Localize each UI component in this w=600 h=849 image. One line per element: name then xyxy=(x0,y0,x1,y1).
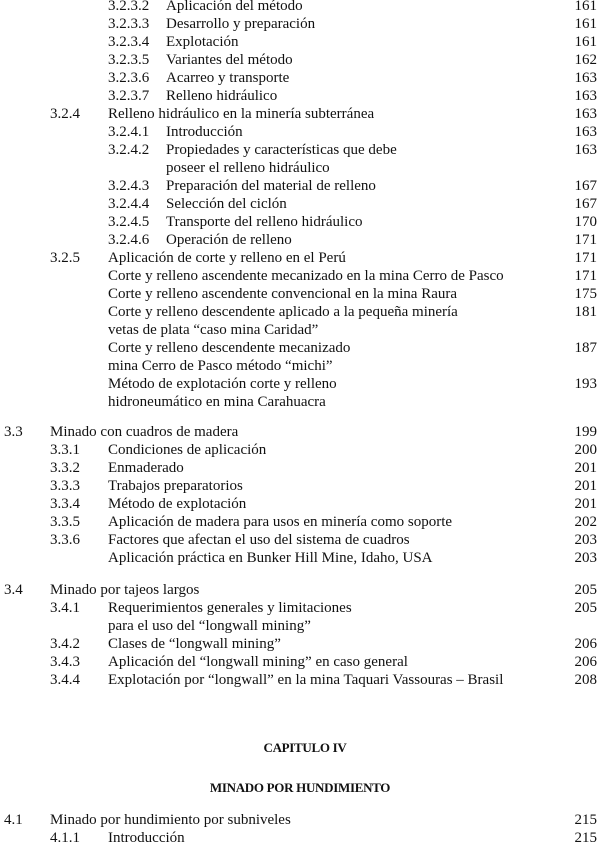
entry-page-number: 171 xyxy=(574,250,597,266)
entry-number: 3.3.1 xyxy=(50,442,80,458)
entry-number: 3.2.4.1 xyxy=(108,124,150,140)
entry-number: 3.2.4.3 xyxy=(108,178,150,194)
entry-page-number: 161 xyxy=(574,0,597,14)
entry-title xyxy=(0,213,600,231)
entry-page-number: 181 xyxy=(574,304,597,320)
entry-page-number: 175 xyxy=(574,286,597,302)
entry-title xyxy=(0,285,600,303)
toc-section xyxy=(0,423,600,567)
entry-title xyxy=(0,423,600,441)
entry-title xyxy=(0,811,600,829)
entry-number: 3.2.3.6 xyxy=(108,70,150,86)
entry-title-line: Explotación xyxy=(166,34,239,50)
entry-title-line: Desarrollo y preparación xyxy=(166,16,316,32)
entry-page-number: 163 xyxy=(574,142,597,158)
entry-page-number: 161 xyxy=(574,34,597,50)
toc-entry xyxy=(0,339,600,375)
entry-title xyxy=(0,267,600,285)
toc-entry xyxy=(0,513,600,531)
entry-number: 3.2.4.6 xyxy=(108,232,150,248)
toc-entry xyxy=(0,249,600,267)
toc-section xyxy=(0,811,600,847)
toc-entry xyxy=(0,423,600,441)
entry-number: 3.2.4.4 xyxy=(108,196,150,212)
entry-page-number: 163 xyxy=(574,70,597,86)
entry-page-number: 171 xyxy=(574,268,597,284)
entry-title-line: Condiciones de aplicación xyxy=(108,442,267,458)
entry-title xyxy=(0,123,600,141)
entry-page-number: 201 xyxy=(574,478,597,494)
toc-entry xyxy=(0,441,600,459)
entry-title xyxy=(0,671,600,689)
entry-page-number: 167 xyxy=(574,178,597,194)
entry-title xyxy=(0,303,600,339)
entry-number: 3.3.5 xyxy=(50,514,80,530)
chapter-label: CAPITULO IV xyxy=(263,740,347,755)
entry-title-line: Aplicación de madera para usos en minería como soporte xyxy=(108,514,453,530)
entry-title-line: Introducción xyxy=(108,830,185,846)
entry-number: 3.2.4.2 xyxy=(108,142,150,158)
entry-number: 3.2.4 xyxy=(50,106,80,122)
toc-entry xyxy=(0,69,600,87)
entry-number: 3.2.3.7 xyxy=(108,88,150,104)
entry-title-line: Propiedades y características que debe xyxy=(166,142,397,158)
entry-page-number: 187 xyxy=(574,340,597,356)
entry-title xyxy=(0,531,600,549)
toc-entry xyxy=(0,599,600,635)
entry-title-line: para el uso del “longwall mining” xyxy=(108,618,311,634)
entry-page-number: 208 xyxy=(574,672,597,688)
entry-title xyxy=(0,141,600,177)
toc-entry xyxy=(0,459,600,477)
entry-page-number: 200 xyxy=(574,442,597,458)
entry-page-number: 170 xyxy=(574,214,597,230)
entry-title xyxy=(0,69,600,87)
entry-title-line: Corte y relleno ascendente mecanizado en la mina Cerro de Pasco xyxy=(108,268,504,284)
entry-page-number: 163 xyxy=(574,88,597,104)
toc-section xyxy=(0,0,600,411)
entry-title-line: Aplicación del método xyxy=(166,0,303,14)
entry-title-line: Trabajos preparatorios xyxy=(108,478,243,494)
entry-number: 3.2.3.5 xyxy=(108,52,150,68)
toc-entry xyxy=(0,15,600,33)
entry-number: 3.4 xyxy=(4,582,23,598)
entry-title-line: Acarreo y transporte xyxy=(166,70,290,86)
toc-entry xyxy=(0,123,600,141)
entry-title xyxy=(0,549,600,567)
entry-number: 3.3.3 xyxy=(50,478,80,494)
entry-title-line: Transporte del relleno hidráulico xyxy=(166,214,363,230)
entry-page-number: 206 xyxy=(574,654,597,670)
entry-number: 3.2.5 xyxy=(50,250,80,266)
toc-entry xyxy=(0,531,600,549)
toc-entry xyxy=(0,177,600,195)
entry-number: 4.1 xyxy=(4,812,23,828)
entry-page-number: 199 xyxy=(574,424,597,440)
toc-entry xyxy=(0,87,600,105)
entry-number: 3.2.3.2 xyxy=(108,0,150,14)
toc-section xyxy=(0,581,600,689)
entry-title xyxy=(0,51,600,69)
entry-title-line: Minado por tajeos largos xyxy=(50,582,200,598)
toc-entry xyxy=(0,231,600,249)
entry-title-line: Aplicación práctica en Bunker Hill Mine, Idaho, USA xyxy=(108,550,433,566)
entry-title xyxy=(0,195,600,213)
entry-title xyxy=(0,375,600,411)
entry-title-line: poseer el relleno hidráulico xyxy=(166,160,330,176)
toc-entry xyxy=(0,267,600,285)
toc-entry xyxy=(0,375,600,411)
entry-title xyxy=(0,177,600,195)
entry-title-line: Introducción xyxy=(166,124,243,140)
entry-title xyxy=(0,581,600,599)
entry-page-number: 215 xyxy=(574,830,597,846)
entry-number: 3.4.1 xyxy=(50,600,80,616)
entry-number: 3.3 xyxy=(4,424,23,440)
toc-entry xyxy=(0,671,600,689)
toc-entry xyxy=(0,811,600,829)
entry-title xyxy=(0,829,600,847)
entry-page-number: 162 xyxy=(574,52,597,68)
entry-title-line: Aplicación del “longwall mining” en caso general xyxy=(108,654,408,670)
entry-page-number: 205 xyxy=(574,600,597,616)
entry-title-line: mina Cerro de Pasco método “michi” xyxy=(108,358,333,374)
entry-title xyxy=(0,33,600,51)
entry-title xyxy=(0,15,600,33)
entry-title xyxy=(0,87,600,105)
entry-page-number: 205 xyxy=(574,582,597,598)
entry-title-line: Requerimientos generales y limitaciones xyxy=(108,600,352,616)
toc-entry xyxy=(0,141,600,177)
entry-number: 3.2.4.5 xyxy=(108,214,150,230)
entry-number: 3.2.3.3 xyxy=(108,16,150,32)
toc-entry xyxy=(0,195,600,213)
entry-title xyxy=(0,513,600,531)
entry-page-number: 163 xyxy=(574,124,597,140)
toc-entry xyxy=(0,33,600,51)
entry-title-line: Relleno hidráulico en la minería subterránea xyxy=(108,106,375,122)
entry-page-number: 206 xyxy=(574,636,597,652)
entry-page-number: 201 xyxy=(574,496,597,512)
entry-page-number: 161 xyxy=(574,16,597,32)
entry-title xyxy=(0,105,600,123)
entry-page-number: 203 xyxy=(574,550,597,566)
toc-entry xyxy=(0,653,600,671)
entry-title xyxy=(0,249,600,267)
entry-title xyxy=(0,599,600,635)
entry-title xyxy=(0,339,600,375)
entry-number: 3.4.2 xyxy=(50,636,80,652)
entry-title-line: hidroneumático en mina Carahuacra xyxy=(108,394,326,410)
entry-title xyxy=(0,441,600,459)
entry-title-line: Minado con cuadros de madera xyxy=(50,424,239,440)
entry-title xyxy=(0,635,600,653)
toc-entry xyxy=(0,829,600,847)
entry-number: 3.4.3 xyxy=(50,654,80,670)
entry-page-number: 193 xyxy=(574,376,597,392)
toc-entry xyxy=(0,635,600,653)
entry-title-line: vetas de plata “caso mina Caridad” xyxy=(108,322,319,338)
entry-title xyxy=(0,477,600,495)
entry-number: 3.2.3.4 xyxy=(108,34,150,50)
entry-title-line: Relleno hidráulico xyxy=(166,88,278,104)
entry-title-line: Factores que afectan el uso del sistema de cuadros xyxy=(108,532,410,548)
entry-number: 3.3.2 xyxy=(50,460,80,476)
entry-title-line: Corte y relleno descendente mecanizado xyxy=(108,340,351,356)
entry-title xyxy=(0,653,600,671)
entry-title-line: Selección del ciclón xyxy=(166,196,287,212)
entry-title xyxy=(0,495,600,513)
entry-number: 4.1.1 xyxy=(50,830,80,846)
entry-title xyxy=(0,0,600,15)
toc-entry xyxy=(0,495,600,513)
chapter-title: MINADO POR HUNDIMIENTO xyxy=(209,780,391,795)
entry-title-line: Variantes del método xyxy=(166,52,293,68)
toc-entry xyxy=(0,213,600,231)
toc-entry xyxy=(0,0,600,15)
entry-page-number: 163 xyxy=(574,106,597,122)
toc-entry xyxy=(0,477,600,495)
toc-entry xyxy=(0,549,600,567)
entry-page-number: 167 xyxy=(574,196,597,212)
entry-title-line: Clases de “longwall mining” xyxy=(108,636,281,652)
entry-title-line: Método de explotación xyxy=(108,496,247,512)
entry-title-line: Minado por hundimiento por subniveles xyxy=(50,812,291,828)
entry-title-line: Enmaderado xyxy=(108,460,184,476)
entry-title xyxy=(0,231,600,249)
entry-title-line: Preparación del material de relleno xyxy=(166,178,376,194)
entry-title-line: Método de explotación corte y relleno xyxy=(108,376,337,392)
entry-title-line: Corte y relleno descendente aplicado a la pequeña minería xyxy=(108,304,458,320)
entry-title-line: Aplicación de corte y relleno en el Perú xyxy=(108,250,346,266)
entry-title-line: Operación de relleno xyxy=(166,232,292,248)
toc-entry xyxy=(0,105,600,123)
entry-number: 3.3.4 xyxy=(50,496,80,512)
toc-entry xyxy=(0,303,600,339)
chapter-heading xyxy=(0,739,600,797)
toc-entry xyxy=(0,581,600,599)
entry-title xyxy=(0,459,600,477)
entry-page-number: 171 xyxy=(574,232,597,248)
toc-entry xyxy=(0,285,600,303)
entry-title-line: Explotación por “longwall” en la mina Taquari Vassouras – Brasil xyxy=(108,672,504,688)
entry-title-line: Corte y relleno ascendente convencional en la mina Raura xyxy=(108,286,458,302)
entry-page-number: 203 xyxy=(574,532,597,548)
entry-number: 3.4.4 xyxy=(50,672,80,688)
entry-page-number: 215 xyxy=(574,812,597,828)
entry-number: 3.3.6 xyxy=(50,532,80,548)
entry-page-number: 202 xyxy=(574,514,597,530)
entry-page-number: 201 xyxy=(574,460,597,476)
toc-entry xyxy=(0,51,600,69)
